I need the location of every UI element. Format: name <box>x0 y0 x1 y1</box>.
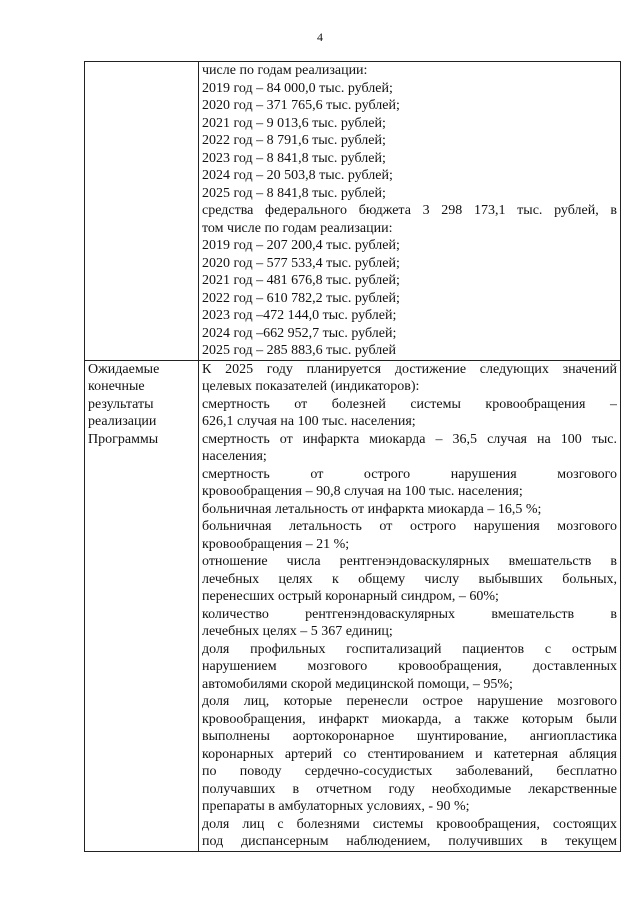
text-line: 2021 год – 481 676,8 тыс. рублей; <box>202 273 400 288</box>
text-line: нарушением мозгового кровообращения, доставленных <box>202 659 617 674</box>
expected-results-label-cell <box>85 360 199 851</box>
page-number: 4 <box>317 30 323 44</box>
text-line: 2022 год – 610 782,2 тыс. рублей; <box>202 290 400 306</box>
text-line: доля лиц с болезнями системы кровообращения, состоящих <box>202 816 617 832</box>
text-line: кровообращения, инфаркт миокарда, а также которым были <box>202 711 617 727</box>
text-line: 2020 год – 577 533,4 тыс. рублей; <box>202 255 400 271</box>
text-line: 2024 год –662 952,7 тыс. рублей; <box>202 325 397 341</box>
text-line: препараты в амбулаторных условиях, - 90 %; <box>202 799 470 814</box>
table-row-expected-results <box>85 360 621 851</box>
text-line: К 2025 году планируется достижение следующих значений <box>202 361 617 377</box>
text-line: 2022 год – 8 791,6 тыс. рублей; <box>202 133 386 148</box>
text-line: смертность от болезней системы кровообращения – <box>202 396 617 412</box>
label-cell-empty <box>85 62 199 361</box>
text-line: смертность от острого нарушения мозгового <box>202 466 617 482</box>
label-line: результаты <box>88 396 154 412</box>
text-line: кровообращения – 21 %; <box>202 536 350 552</box>
text-line: 2021 год – 9 013,6 тыс. рублей; <box>202 115 386 131</box>
text-line: выполнены аортокоронарное шунтирование, ангиопластика <box>202 729 617 744</box>
table-row-financing <box>85 62 621 361</box>
text-line: коронарных артерий со стентированием и катетерная абляция <box>202 746 617 762</box>
text-line: 2020 год – 371 765,6 тыс. рублей; <box>202 98 400 113</box>
text-line: отношение числа рентгенэндоваскулярных вмешательств в <box>202 554 617 569</box>
text-line: 2019 год – 84 000,0 тыс. рублей; <box>202 80 393 96</box>
label-line: реализации <box>88 414 157 429</box>
label-line: Программы <box>88 431 159 447</box>
text-line: 2023 год –472 144,0 тыс. рублей; <box>202 308 397 323</box>
text-line: 2023 год – 8 841,8 тыс. рублей; <box>202 150 386 166</box>
text-line: средства федерального бюджета 3 298 173,1 тыс. рублей, в <box>202 203 617 218</box>
expected-results-label <box>88 361 195 449</box>
text-line: получавших в отчетном году необходимые лекарственные <box>202 781 617 797</box>
text-line: лечебных целях – 5 367 единиц; <box>202 624 393 639</box>
text-line: по поводу сердечно-сосудистых заболеваний, бесплатно <box>202 764 617 779</box>
text-line: автомобилями скорой медицинской помощи, – 95%; <box>202 676 513 692</box>
expected-results-content-cell <box>199 360 621 851</box>
expected-results-lines <box>202 361 617 851</box>
text-line: больничная летальность от острого нарушения мозгового <box>202 519 617 534</box>
text-line: лечебных целях к общему числу выбывших больных, <box>202 571 617 587</box>
text-line: том числе по годам реализации: <box>202 220 393 236</box>
label-line: конечные <box>88 379 145 394</box>
passport-table <box>84 61 621 852</box>
text-line: смертность от инфаркта миокарда – 36,5 случая на 100 тыс. <box>202 431 617 447</box>
text-line: перенесших острый коронарный синдром, – 60%; <box>202 589 499 604</box>
text-line: числе по годам реализации: <box>202 63 368 78</box>
text-line: населения; <box>202 449 267 464</box>
text-line: 2025 год – 285 883,6 тыс. рублей <box>202 343 396 358</box>
text-line: доля профильных госпитализаций пациентов с острым <box>202 641 617 657</box>
text-line: больничная летальность от инфаркта миокарда – 16,5 %; <box>202 501 542 517</box>
text-line: 2019 год – 207 200,4 тыс. рублей; <box>202 238 400 253</box>
text-line: доля лиц, которые перенесли острое нарушение мозгового <box>202 694 617 709</box>
text-line: количество рентгенэндоваскулярных вмешательств в <box>202 606 617 622</box>
label-line: Ожидаемые <box>88 361 160 377</box>
text-line: кровообращения – 90,8 случая на 100 тыс. населения; <box>202 484 523 499</box>
financing-lines <box>202 62 617 360</box>
text-line: целевых показателей (индикаторов): <box>202 379 420 394</box>
financing-content-cell <box>199 62 621 361</box>
text-line: под диспансерным наблюдением, получивших в текущем <box>202 834 617 849</box>
text-line: 626,1 случая на 100 тыс. населения; <box>202 414 416 429</box>
text-line: 2025 год – 8 841,8 тыс. рублей; <box>202 185 386 201</box>
text-line: 2024 год – 20 503,8 тыс. рублей; <box>202 168 393 183</box>
